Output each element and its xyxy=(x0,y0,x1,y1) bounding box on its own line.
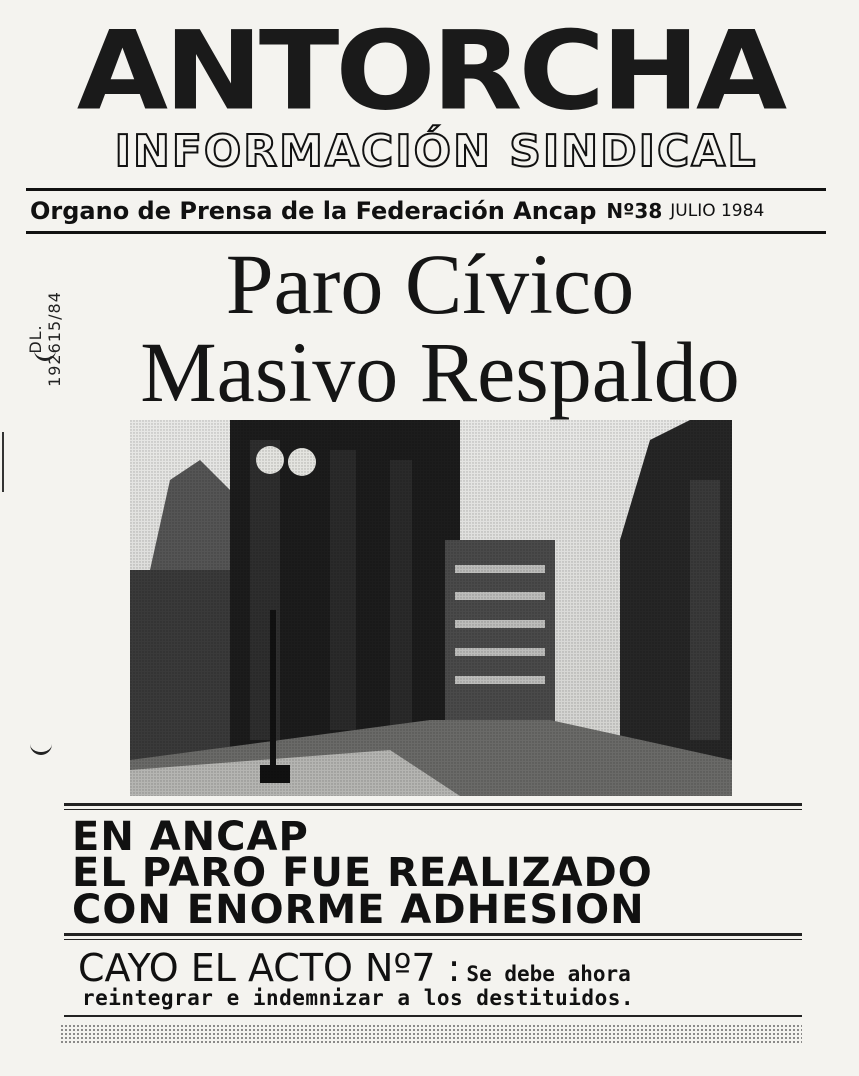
organ-text: Organo de Prensa de la Federación Ancap xyxy=(30,197,597,225)
subheadline-line-1: EN ANCAP xyxy=(72,814,309,860)
subheadline-line-3: CON ENORME ADHESION xyxy=(72,887,645,933)
legal-deposit-number: DL. 192615/84 xyxy=(26,291,64,387)
masthead-subtitle: INFORMACIÓN SINDICAL xyxy=(114,126,758,177)
acto-title: CAYO EL ACTO Nº7 : xyxy=(78,946,461,990)
street-photo xyxy=(130,420,732,796)
rule-middle-thin xyxy=(64,939,802,940)
subheadline-line-2: EL PARO FUE REALIZADO xyxy=(72,850,653,896)
punch-hole-mark xyxy=(30,738,52,755)
main-headline-line-2: Masivo Respaldo xyxy=(140,324,740,420)
acto-subtext: Se debe ahora xyxy=(466,962,631,986)
rule-middle xyxy=(64,933,802,936)
street-photo-icon xyxy=(130,420,732,796)
rule-bottom xyxy=(64,1015,802,1017)
issue-number: Nº38 xyxy=(606,199,663,223)
masthead-title: ANTORCHA xyxy=(76,7,784,135)
issue-date: JULIO 1984 xyxy=(670,201,765,221)
acto-line-2: reintegrar e indemnizar a los destituidos. xyxy=(82,986,635,1010)
rule-top xyxy=(64,803,802,806)
organ-bar xyxy=(26,188,826,234)
stipple-band xyxy=(60,1024,802,1044)
page-edge-mark xyxy=(2,432,4,492)
main-headline-line-1: Paro Cívico xyxy=(225,236,635,332)
rule-top-thin xyxy=(64,809,802,810)
